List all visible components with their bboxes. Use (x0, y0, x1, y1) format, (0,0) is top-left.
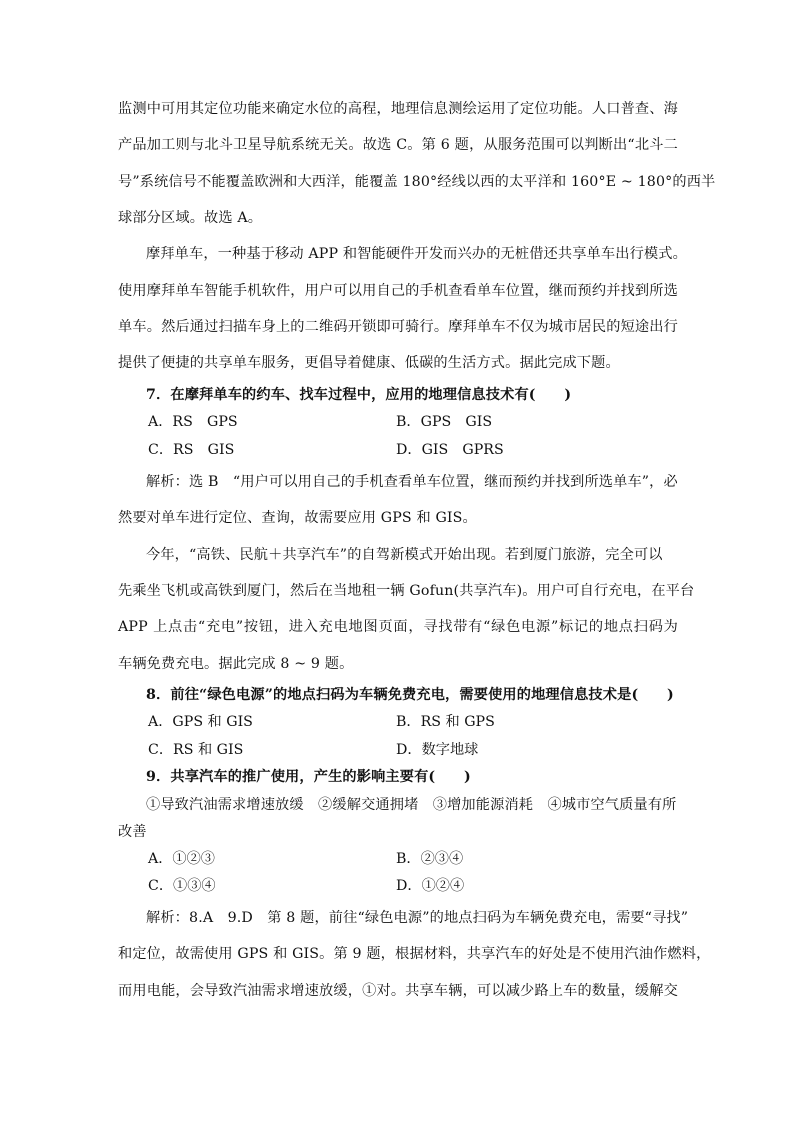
q9-option-c: C．①③④ (148, 878, 216, 894)
q9-option-a: A．①②③ (148, 851, 215, 867)
q8-option-d: D．数字地球 (396, 742, 479, 758)
text-line: 单车。然后通过扫描车身上的二维码开锁即可骑行。摩拜单车不仅为城市居民的短途出行 (118, 319, 678, 335)
q9-option-b: B．②③④ (396, 851, 464, 867)
answer-89-line: 和定位，故需使用 GPS 和 GIS。第 9 题，根据材料，共享汽车的好处是不使用汽油作燃料， (118, 946, 711, 962)
q8-option-b: B．RS 和 GPS (396, 714, 495, 730)
answer-7-line: 解析：选 B “用户可以用自己的手机查看单车位置，继而预约并找到所选单车”，必 (146, 474, 678, 490)
q7-option-b: B．GPS GIS (396, 414, 493, 430)
answer-89-line: 解析：8.A 9.D 第 8 题，前往“绿色电源”的地点扫码为车辆免费充电，需要“寻找” (146, 910, 689, 926)
q9-statements: 改善 (118, 824, 147, 840)
text-line: APP 上点击“充电”按钮，进入充电地图页面，寻找带有“绿色电源”标记的地点扫码为 (118, 619, 678, 635)
text-line: 车辆免费充电。据此完成 8 ~ 9 题。 (118, 656, 354, 672)
answer-7-line: 然要对单车进行定位、查询，故需要应用 GPS 和 GIS。 (118, 510, 477, 526)
question-9-stem: 9．共享汽车的推广使用，产生的影响主要有( ) (146, 769, 471, 785)
q8-option-c: C．RS 和 GIS (148, 742, 244, 758)
text-line: 使用摩拜单车智能手机软件，用户可以用自己的手机查看单车位置，继而预约并找到所选 (118, 283, 678, 299)
q9-statements: ①导致汽油需求增速放缓 ②缓解交通拥堵 ③增加能源消耗 ④城市空气质量有所 (146, 797, 677, 813)
answer-89-line: 而用电能，会导致汽油需求增速放缓，①对。共享车辆，可以减少路上车的数量，缓解交 (118, 983, 678, 999)
q8-option-a: A．GPS 和 GIS (148, 714, 253, 730)
q7-option-d: D．GIS GPRS (396, 442, 504, 458)
text-line: 产品加工则与北斗卫星导航系统无关。故选 C。第 6 题，从服务范围可以判断出“北斗二 (118, 137, 678, 153)
text-line: 先乘坐飞机或高铁到厦门，然后在当地租一辆 Gofun(共享汽车)。用户可自行充电，在平台 (118, 583, 695, 599)
question-8-stem: 8．前往“绿色电源”的地点扫码为车辆免费充电，需要使用的地理信息技术是( ) (146, 687, 674, 703)
text-line: 号”系统信号不能覆盖欧洲和大西洋，能覆盖 180°经线以西的太平洋和 160°E ~ 180°的西半 (118, 174, 716, 190)
question-7-stem: 7．在摩拜单车的约车、找车过程中，应用的地理信息技术有( ) (146, 387, 572, 403)
q9-option-d: D．①②④ (396, 878, 465, 894)
text-line: 今年，“高铁、民航＋共享汽车”的自驾新模式开始出现。若到厦门旅游，完全可以 (146, 547, 663, 563)
text-line: 球部分区域。故选 A。 (118, 210, 263, 226)
q7-option-a: A．RS GPS (148, 414, 238, 430)
q7-option-c: C．RS GIS (148, 442, 235, 458)
text-line: 摩拜单车，一种基于移动 APP 和智能硬件开发而兴办的无桩借还共享单车出行模式。 (146, 246, 687, 262)
text-line: 监测中可用其定位功能来确定水位的高程，地理信息测绘运用了定位功能。人口普查、海 (118, 101, 678, 117)
text-line: 提供了便捷的共享单车服务，更倡导着健康、低碳的生活方式。据此完成下题。 (118, 355, 620, 371)
